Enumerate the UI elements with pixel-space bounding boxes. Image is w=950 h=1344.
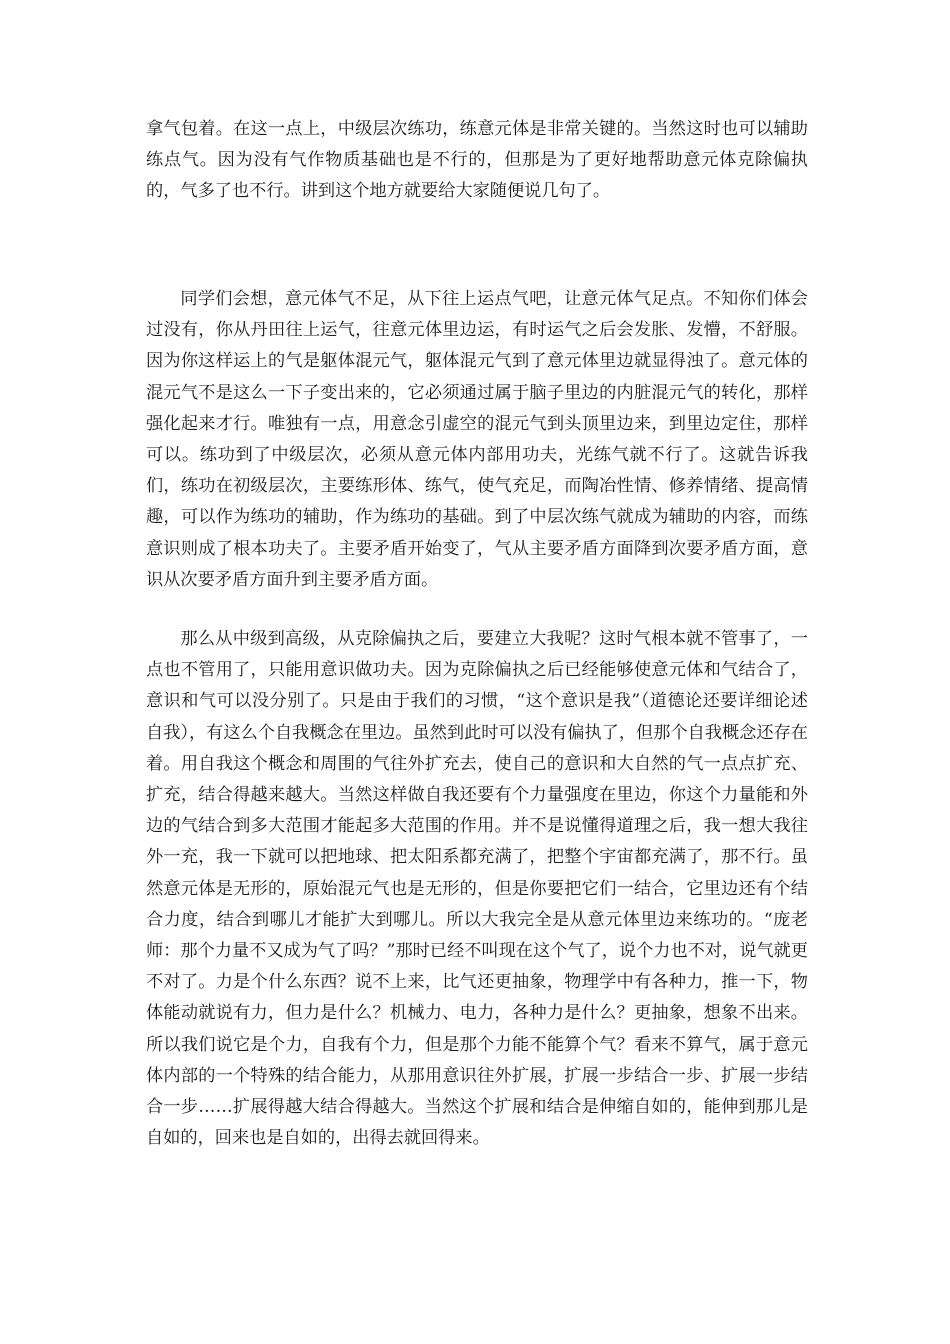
paragraph-3: 那么从中级到高级，从克除偏执之后，要建立大我呢？这时气根本就不管事了，一点也不管用了，只能用意识做功夫。因为克除偏执之后已经能够使意元体和气结合了，意识和气可以没分别了。只是由于我们的习惯，“这个意识是我”（道德论还要详细论述自我），有这么个自我概念在里边。虽然到此时可以没有偏执了，但那个自我概念还存在着。用自我这个概念和周围的气往外扩充去，使自己的意识和大自然的气一点点扩充、扩充，结合得越来越大。当然这样做自我还要有个力量强度在里边，你这个力量能和外边的气结合到多大范围才能起多大范围的作用。并不是说懂得道理之后，我一想大我往外一充，我一下就可以把地球、把太阳系都充满了，把整个宇宙都充满了，那不行。虽然意元体是无形的，原始混元气也是无形的，但是你要把它们一结合，它里边还有个结合力度，结合到哪儿才能扩大到哪儿。所以大我完全是从意元体里边来练功的。“庞老师：那个力量不又成为气了吗？”那时已经不叫现在这个气了，说个力也不对，说气就更不对了。力是个什么东西？说不上来，比气还更抽象，物理学中有各种力，推一下，物体能动就说有力，但力是什么？机械力、电力，各种力是什么？更抽象，想象不出来。所以我们说它是个力，自我有个力，但是那个力能不能算个气？看来不算气，属于意元体内部的一个特殊的结合能力，从那用意识往外扩展，扩展一步结合一步、扩展一步结合一步……扩展得越大结合得越大。当然这个扩展和结合是伸缩自如的，能伸到那儿是自如的，回来也是自如的，出得去就回得来。 [146, 629, 808, 1149]
paragraph-1: 拿气包着。在这一点上，中级层次练功，练意元体是非常关键的。当然这时也可以辅助练点气。因为没有气作物质基础也是不行的，但那是为了更好地帮助意元体克除偏执的，气多了也不行。讲到这个地方就要给大家随便说几句了。 [146, 119, 808, 202]
paragraph-2: 同学们会想，意元体气不足，从下往上运点气吧，让意元体气足点。不知你们体会过没有，你从丹田往上运气，往意元体里边运，有时运气之后会发胀、发懵，不舒服。因为你这样运上的气是躯体混元气，躯体混元气到了意元体里边就显得浊了。意元体的混元气不是这么一下子变出来的，它必须通过属于脑子里边的内脏混元气的转化，那样强化起来才行。唯独有一点，用意念引虚空的混元气到头顶里边来，到里边定住，那样可以。练功到了中级层次，必须从意元体内部用功夫，光练气就不行了。这就告诉我们，练功在初级层次，主要练形体、练气，使气充足，而陶冶性情、修养情绪、提高情趣，可以作为练功的辅助，作为练功的基础。到了中层次练气就成为辅助的内容，而练意识则成了根本功夫了。主要矛盾开始变了，气从主要矛盾方面降到次要矛盾方面，意识从次要矛盾方面升到主要矛盾方面。 [146, 289, 808, 590]
